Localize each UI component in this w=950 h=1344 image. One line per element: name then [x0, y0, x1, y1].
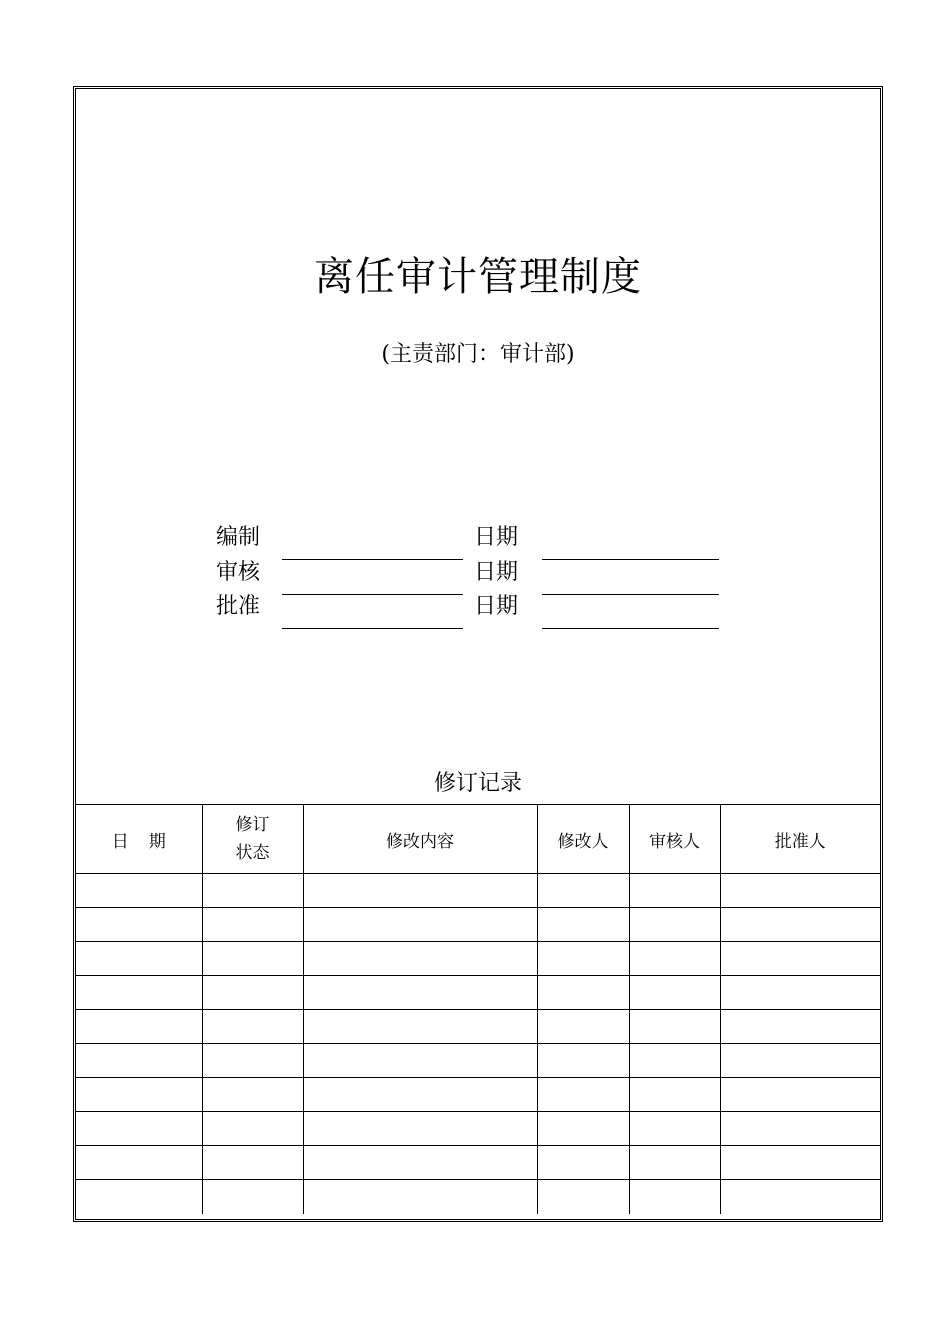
cell-content[interactable]	[303, 874, 537, 908]
cell-approver[interactable]	[720, 1044, 880, 1078]
cell-approver[interactable]	[720, 874, 880, 908]
revision-header-row	[76, 805, 880, 874]
cell-reviewer[interactable]	[629, 1180, 720, 1214]
signoff-row-approve	[76, 592, 876, 622]
cell-approver[interactable]	[720, 942, 880, 976]
cell-content[interactable]	[303, 942, 537, 976]
cell-approver[interactable]	[720, 1010, 880, 1044]
header-editor: 修改人	[537, 805, 629, 874]
signoff-date-label: 日期	[474, 594, 519, 619]
cell-content[interactable]	[303, 976, 537, 1010]
cell-date[interactable]	[76, 1044, 202, 1078]
header-status-line2: 状态	[235, 843, 270, 863]
cell-approver[interactable]	[720, 1180, 880, 1214]
cell-editor[interactable]	[537, 874, 629, 908]
table-row	[76, 1146, 880, 1180]
signoff-role-label: 编制	[216, 525, 261, 550]
cell-reviewer[interactable]	[629, 908, 720, 942]
signoff-row-review	[76, 558, 876, 588]
cell-reviewer[interactable]	[629, 942, 720, 976]
table-row	[76, 976, 880, 1010]
document-frame	[73, 86, 883, 1222]
cell-editor[interactable]	[537, 976, 629, 1010]
table-row	[76, 874, 880, 908]
cell-reviewer[interactable]	[629, 1010, 720, 1044]
signoff-role-label: 审核	[216, 560, 261, 585]
cell-reviewer[interactable]	[629, 1146, 720, 1180]
cell-status[interactable]	[202, 874, 303, 908]
cell-date[interactable]	[76, 1010, 202, 1044]
cell-date[interactable]	[76, 1078, 202, 1112]
cell-approver[interactable]	[720, 976, 880, 1010]
cell-editor[interactable]	[537, 1146, 629, 1180]
cell-content[interactable]	[303, 1180, 537, 1214]
cell-reviewer[interactable]	[629, 1044, 720, 1078]
cell-editor[interactable]	[537, 942, 629, 976]
cell-date[interactable]	[76, 976, 202, 1010]
cell-approver[interactable]	[720, 1146, 880, 1180]
cell-approver[interactable]	[720, 1112, 880, 1146]
cell-status[interactable]	[202, 1146, 303, 1180]
table-row	[76, 908, 880, 942]
table-row	[76, 1010, 880, 1044]
signoff-date-label: 日期	[474, 560, 519, 585]
header-content: 修改内容	[303, 805, 537, 874]
cell-editor[interactable]	[537, 1078, 629, 1112]
table-row	[76, 1112, 880, 1146]
header-approver: 批准人	[720, 805, 880, 874]
cell-reviewer[interactable]	[629, 874, 720, 908]
cell-status[interactable]	[202, 1044, 303, 1078]
signoff-date-line[interactable]	[542, 628, 719, 629]
table-row	[76, 1044, 880, 1078]
cell-date[interactable]	[76, 1180, 202, 1214]
cell-editor[interactable]	[537, 1010, 629, 1044]
cell-status[interactable]	[202, 1078, 303, 1112]
cell-content[interactable]	[303, 1010, 537, 1044]
cell-editor[interactable]	[537, 1112, 629, 1146]
cell-content[interactable]	[303, 908, 537, 942]
document-subtitle: (主责部门：审计部)	[381, 342, 575, 367]
signoff-date-label: 日期	[474, 525, 519, 550]
cell-date[interactable]	[76, 942, 202, 976]
cell-approver[interactable]	[720, 1078, 880, 1112]
signoff-role-label: 批准	[216, 594, 261, 619]
document-title: 离任审计管理制度	[314, 254, 642, 300]
signoff-name-line[interactable]	[282, 628, 463, 629]
cell-status[interactable]	[202, 942, 303, 976]
cell-status[interactable]	[202, 1010, 303, 1044]
table-row	[76, 1078, 880, 1112]
cell-editor[interactable]	[537, 1044, 629, 1078]
cell-approver[interactable]	[720, 908, 880, 942]
cell-date[interactable]	[76, 908, 202, 942]
cell-editor[interactable]	[537, 1180, 629, 1214]
signoff-row-compile	[76, 523, 876, 553]
table-row	[76, 942, 880, 976]
cell-date[interactable]	[76, 1146, 202, 1180]
cell-reviewer[interactable]	[629, 1078, 720, 1112]
revision-record-table	[76, 804, 880, 1214]
cell-reviewer[interactable]	[629, 976, 720, 1010]
revision-record-title: 修订记录	[433, 771, 522, 796]
cell-reviewer[interactable]	[629, 1112, 720, 1146]
cell-content[interactable]	[303, 1078, 537, 1112]
cell-content[interactable]	[303, 1146, 537, 1180]
cell-status[interactable]	[202, 1180, 303, 1214]
header-date: 日期	[76, 805, 202, 874]
header-status-line1: 修订	[235, 815, 270, 835]
cell-content[interactable]	[303, 1112, 537, 1146]
cell-date[interactable]	[76, 1112, 202, 1146]
header-reviewer: 审核人	[629, 805, 720, 874]
cell-status[interactable]	[202, 976, 303, 1010]
cell-editor[interactable]	[537, 908, 629, 942]
cell-content[interactable]	[303, 1044, 537, 1078]
header-revision-status	[202, 805, 303, 874]
cell-status[interactable]	[202, 1112, 303, 1146]
table-row	[76, 1180, 880, 1214]
cell-date[interactable]	[76, 874, 202, 908]
cell-status[interactable]	[202, 908, 303, 942]
